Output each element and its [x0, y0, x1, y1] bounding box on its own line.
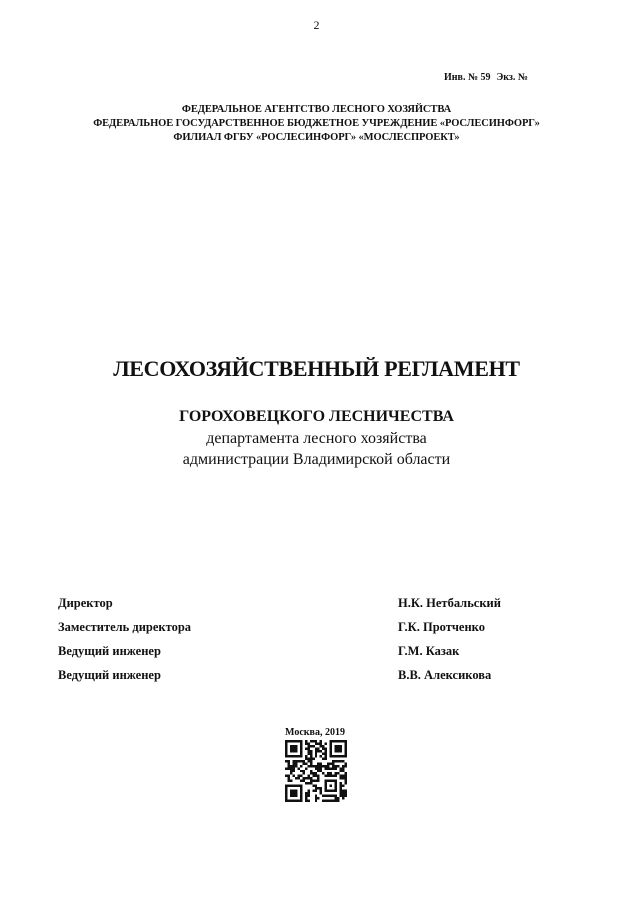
administration-name: администрации Владимирской области	[182, 451, 451, 468]
forestry-name: ГОРОХОВЕЦКОГО ЛЕСНИЧЕСТВА	[179, 408, 454, 425]
document-title: ЛЕСОХОЗЯЙСТВЕННЫЙ РЕГЛАМЕНТ	[113, 356, 520, 381]
signatory-position: Ведущий инженер	[58, 668, 161, 682]
page-number: 2	[313, 18, 320, 32]
signatory-position: Ведущий инженер	[58, 644, 161, 658]
inventory-number: Инв. № 59	[444, 72, 491, 83]
signatory-name: Г.К. Протченко	[398, 620, 485, 634]
inventory-line	[444, 72, 534, 83]
copy-number: Экз. №	[496, 72, 528, 83]
signatory-row	[0, 596, 633, 614]
signatory-position: Директор	[58, 596, 113, 610]
signatory-row	[0, 668, 633, 686]
signatory-row	[0, 644, 633, 662]
signatory-row	[0, 620, 633, 638]
signatory-name: В.В. Алексикова	[398, 668, 492, 682]
department-name: департамента лесного хозяйства	[206, 430, 427, 447]
agency-line-3: ФИЛИАЛ ФГБУ «РОСЛЕСИНФОРГ» «МОСЛЕСПРОЕКТ»	[173, 132, 460, 143]
signatory-name: Н.К. Нетбальский	[398, 596, 501, 610]
signatory-position: Заместитель директора	[58, 620, 192, 634]
qr-code	[285, 740, 347, 802]
signatory-name: Г.М. Казак	[398, 644, 460, 658]
agency-line-1: ФЕДЕРАЛЬНОЕ АГЕНТСТВО ЛЕСНОГО ХОЗЯЙСТВА	[181, 104, 452, 115]
city-year: Москва, 2019	[285, 727, 345, 738]
agency-line-2: ФЕДЕРАЛЬНОЕ ГОСУДАРСТВЕННОЕ БЮДЖЕТНОЕ УЧРЕЖДЕНИЕ «РОСЛЕСИНФОРГ»	[93, 118, 540, 129]
